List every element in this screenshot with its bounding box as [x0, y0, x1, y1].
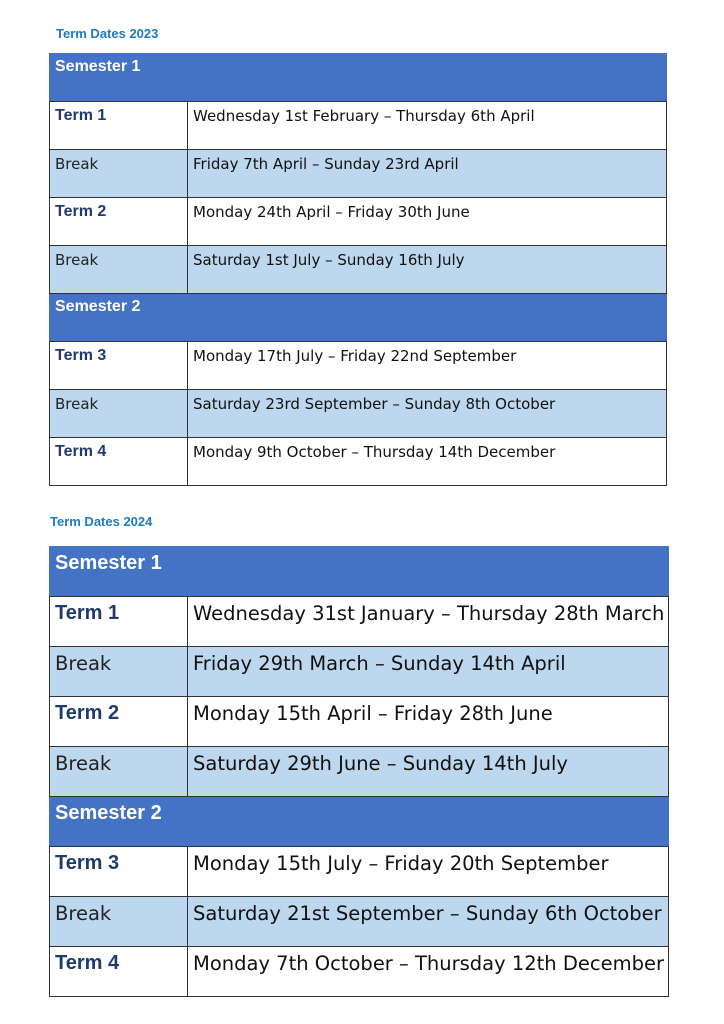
term-label: Term 3 [50, 342, 188, 390]
break-row [50, 747, 669, 797]
break-row [50, 897, 669, 947]
term-label: Term 2 [50, 697, 188, 747]
term-dates: Monday 15th April – Friday 28th June [188, 697, 669, 747]
term-dates: Monday 17th July – Friday 22nd September [188, 342, 667, 390]
break-row [50, 647, 669, 697]
term-row [50, 847, 669, 897]
term-label: Term 4 [50, 438, 188, 486]
term-dates: Wednesday 31st January – Thursday 28th March [188, 597, 669, 647]
term-dates: Monday 7th October – Thursday 12th December [188, 947, 669, 997]
semester-label: Semester 2 [50, 294, 667, 342]
break-row [50, 150, 667, 198]
break-label: Break [50, 150, 188, 198]
break-label: Break [50, 246, 188, 294]
break-label: Break [50, 897, 188, 947]
break-dates: Saturday 29th June – Sunday 14th July [188, 747, 669, 797]
term-label: Term 1 [50, 102, 188, 150]
term-row [50, 198, 667, 246]
semester-row [50, 797, 669, 847]
term-label: Term 2 [50, 198, 188, 246]
term-label: Term 1 [50, 597, 188, 647]
term-dates-2024-table [49, 546, 669, 997]
break-row [50, 246, 667, 294]
term-dates-2023-heading: Term Dates 2023 [56, 26, 159, 41]
break-dates: Saturday 23rd September – Sunday 8th October [188, 390, 667, 438]
semester-label: Semester 1 [50, 54, 667, 102]
semester-label: Semester 2 [50, 797, 669, 847]
break-row [50, 390, 667, 438]
term-dates: Monday 9th October – Thursday 14th December [188, 438, 667, 486]
semester-row [50, 294, 667, 342]
semester-label: Semester 1 [50, 547, 669, 597]
term-dates-2024-heading: Term Dates 2024 [50, 514, 153, 529]
term-dates: Wednesday 1st February – Thursday 6th April [188, 102, 667, 150]
term-row [50, 947, 669, 997]
semester-row [50, 54, 667, 102]
break-dates: Saturday 1st July – Sunday 16th July [188, 246, 667, 294]
break-dates: Friday 29th March – Sunday 14th April [188, 647, 669, 697]
term-label: Term 4 [50, 947, 188, 997]
term-row [50, 342, 667, 390]
break-label: Break [50, 647, 188, 697]
term-row [50, 438, 667, 486]
term-dates: Monday 24th April – Friday 30th June [188, 198, 667, 246]
semester-row [50, 547, 669, 597]
break-label: Break [50, 390, 188, 438]
term-row [50, 697, 669, 747]
break-dates: Saturday 21st September – Sunday 6th October [188, 897, 669, 947]
term-row [50, 102, 667, 150]
break-label: Break [50, 747, 188, 797]
term-dates-2023-table [49, 53, 667, 486]
term-dates: Monday 15th July – Friday 20th September [188, 847, 669, 897]
term-label: Term 3 [50, 847, 188, 897]
break-dates: Friday 7th April – Sunday 23rd April [188, 150, 667, 198]
term-row [50, 597, 669, 647]
